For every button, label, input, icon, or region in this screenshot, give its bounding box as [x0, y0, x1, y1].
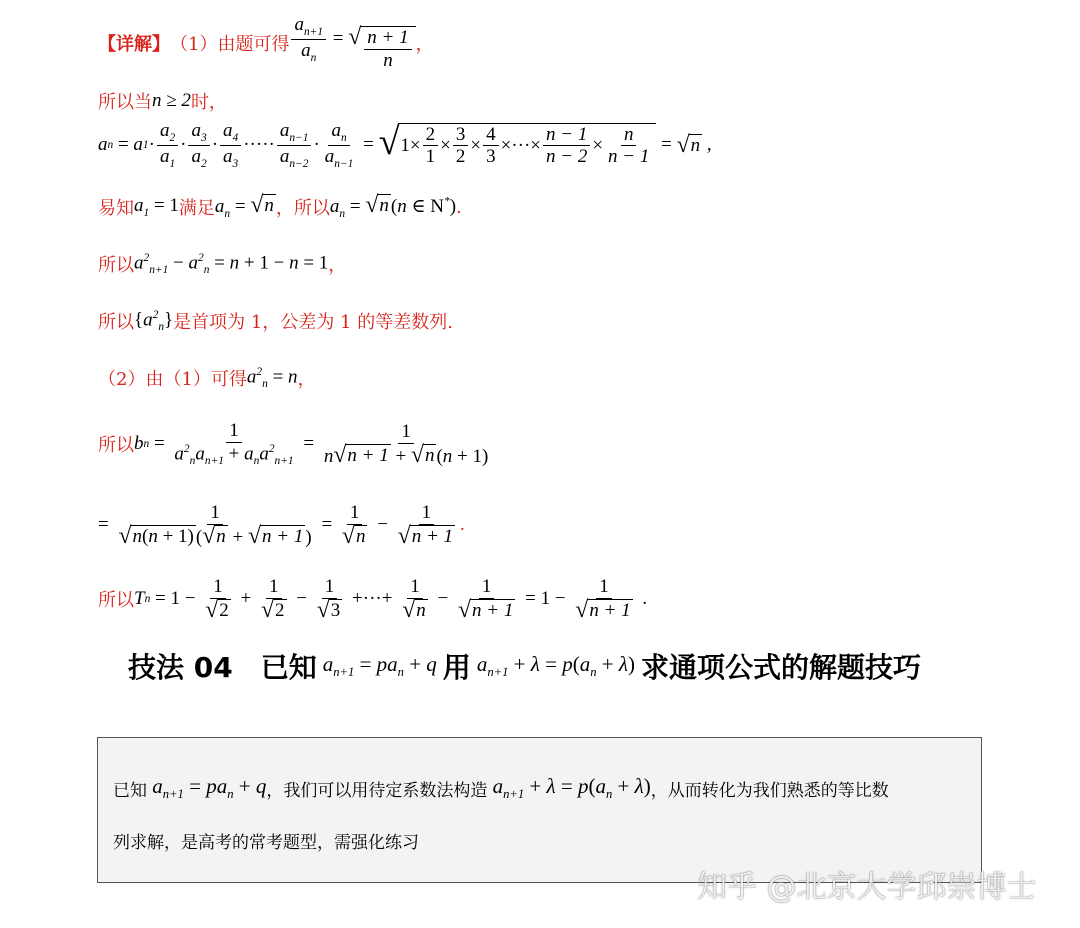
solution-line-4: 易知 $a_1 = 1$ 满足 $a_n$ = √ n ，所以 $a_n$ = √ n (n ∈ N*) . [98, 192, 462, 220]
solution-line-1: 【详解】 （1）由题可得 $\frac{a_{n+1}}{a_n}$ = √ $\frac{n + 1}{n}$ ， [98, 14, 434, 71]
solution-line-10: 所以 T n = 1 − 1 √ 2 + 1 √ 2 − 1 √ 3 +···+ 1 √ n − 1 √ n + 1 = 1 − 1 √ n + 1 . [98, 576, 648, 623]
condition-formula: n ≥ 2 [152, 90, 191, 111]
detail-tag: 【详解】 [98, 33, 170, 55]
solution-line-7: （2）由（1）可得 $a^2_n = n$ ， [98, 365, 316, 391]
tip-row-2: 列求解，是高考的常考题型，需强化练习 [113, 833, 419, 853]
solution-line-9: = 1 √ n(n + 1) ( √ n + √ n + 1 ) = 1 √ n − 1 √ n + 1 . [98, 502, 465, 549]
solution-line-2: 所以当 n ≥ 2 时， [98, 90, 227, 113]
product-formula: a n = a 1 · $\frac{a_2}{a_1}$ · $\frac{a_3}{a_2}$ · $\frac{a_4}{a_3}$ ····· $\frac{a_{n-1}}{a_{n-2}}$ · $\frac{a_n}{a_{n-1}}$ = √ 1× $\frac{2}{1}$ × $\frac{3}{2}$ × $\frac{4}{3}$ ×···× $\frac{n - 1}{n - 2}$ × $\frac{n}{n - 1}$ = √ n , [98, 120, 712, 170]
solution-line-8: 所以 b n = $\frac{1}{a^2_na_{n+1} + a_na^2_{n+1}}$ = 1 n √ n + 1 + √ n (n + 1) [98, 420, 489, 468]
solution-line-3 [98, 120, 712, 171]
solution-line-6: 所以 $\{a^2_n\}$ 是首项为 1，公差为 1 的等差数列. [98, 308, 453, 334]
part1-label: （1）由题可得 [170, 33, 290, 55]
watermark: 知乎 @北京大学邱崇博士 [697, 870, 1037, 905]
tip-row-1: 已知 $a_{n+1} = pa_n + q$ ，我们可以用待定系数法构造 $a_{n+1} + \lambda = p(a_n + \lambda)$ ，从而转化为我们熟悉的等比数 [113, 774, 889, 802]
solution-line-5: 所以 $a^2_{n+1} - a^2_n = n + 1 - n = 1$ ， [98, 251, 347, 277]
technique-heading: 技法 04 已知 $a_{n+1} = pa_n + q$ 用 $a_{n+1} + \lambda = p(a_n + \lambda)$ 求通项公式的解题技巧 [128, 651, 921, 684]
ratio-formula: $\frac{a_{n+1}}{a_n}$ = √ $\frac{n + 1}{n}$ [289, 14, 415, 71]
